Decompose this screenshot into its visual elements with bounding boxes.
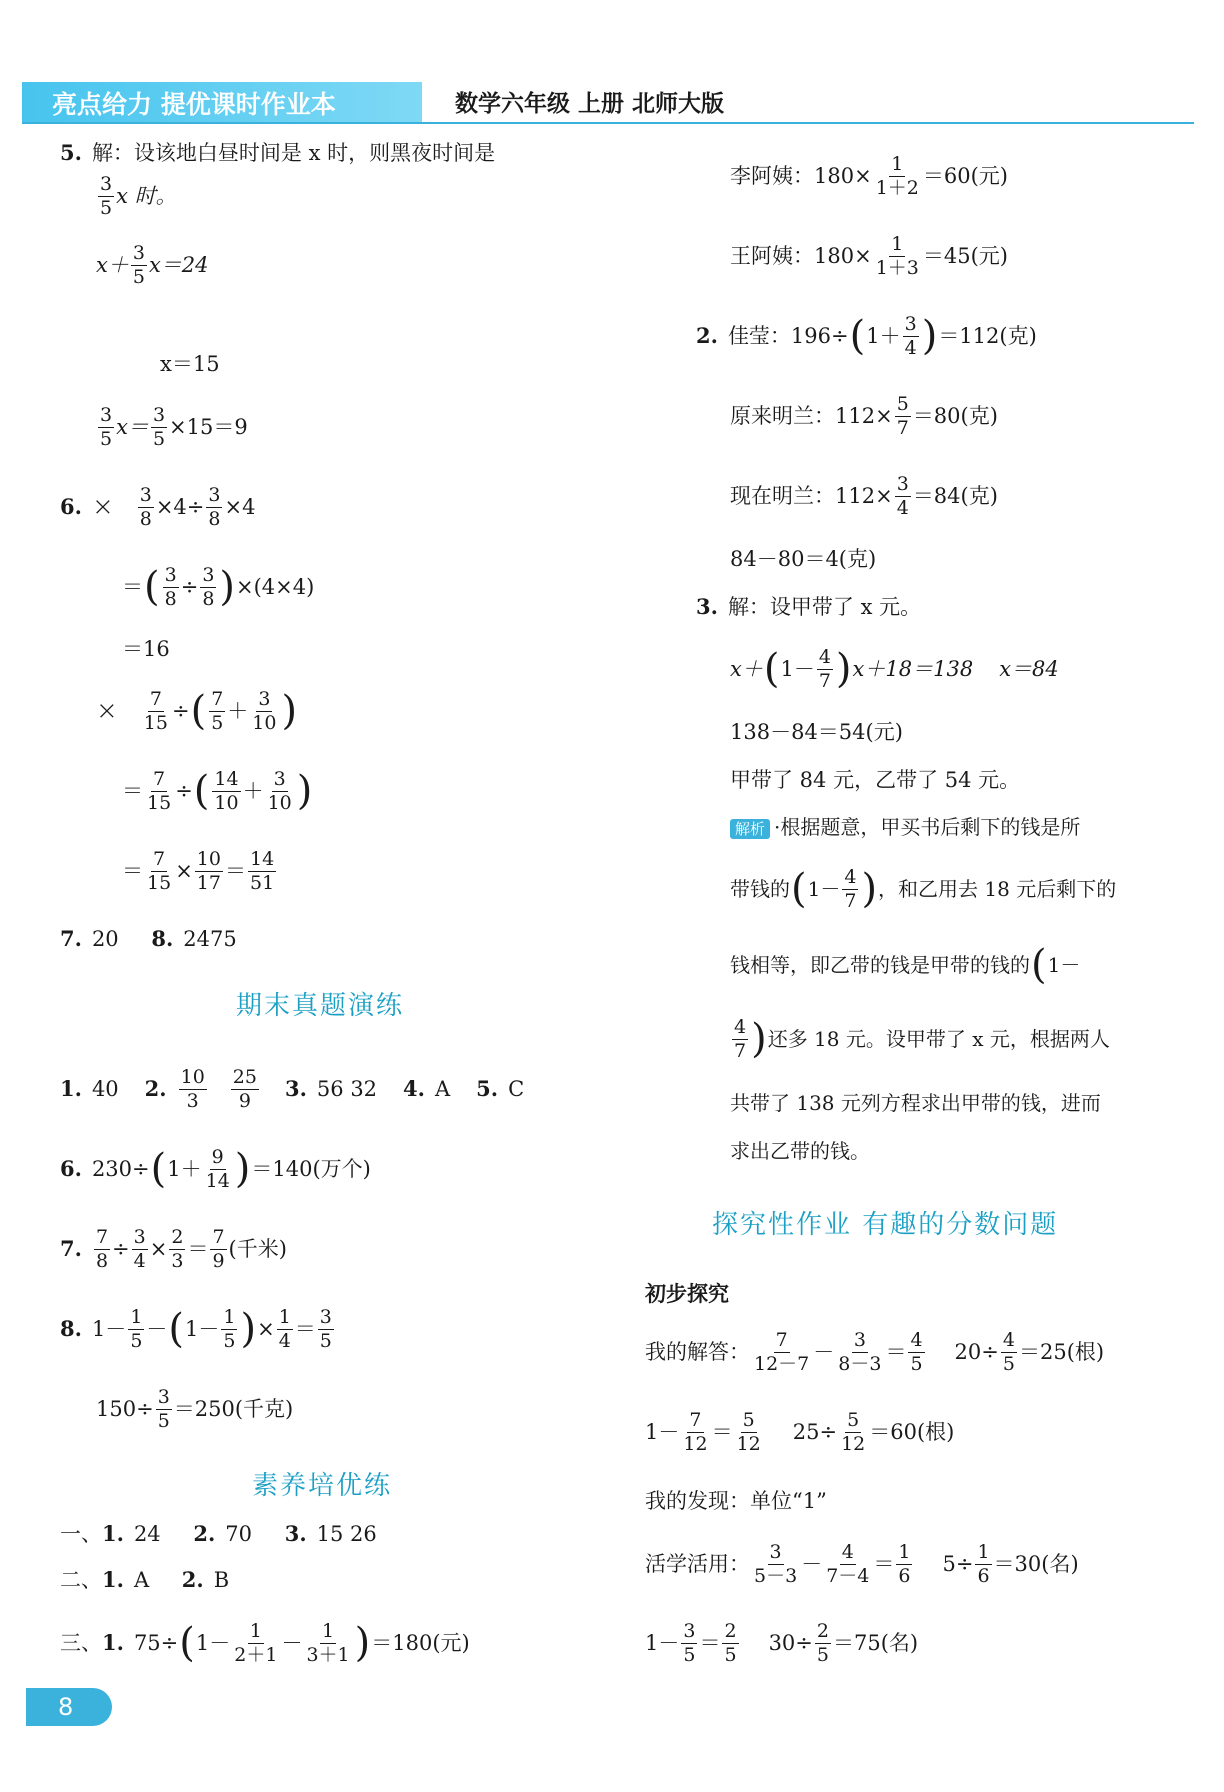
fraction: $\frac{3}{10}$: [252, 687, 277, 734]
q5-eq1: x＋ $\frac{3}{5}$ x＝24: [96, 241, 209, 288]
section-inquiry: 探究性作业 有趣的分数问题: [712, 1210, 1059, 1240]
series-title: 亮点给力 提优课时作业本: [52, 90, 336, 119]
fraction: $\frac{3}{5}$: [100, 403, 113, 450]
q6b-line2: ＝ $\frac{7}{15}$ ÷ ( $\frac{14}{10}$ ＋ $\frac{3}{10}$ ): [122, 767, 313, 814]
fraction: $\frac{1}{5}$: [223, 1305, 236, 1352]
r-q2-line1: 2. 佳莹：196÷ ( 1＋ $\frac{3}{4}$ ) ＝112(克): [696, 312, 1037, 359]
analysis-line4: $\frac{4}{7}$ ) 还多 18 元。设甲带了 x 元，根据两人: [734, 1015, 1110, 1062]
wrong-mark-icon: ×: [91, 492, 114, 522]
fraction: $\frac{3}{5}$: [157, 1385, 170, 1432]
q5-eq2: x＝15: [160, 352, 220, 376]
fraction: $\frac{3}{4}$: [896, 472, 909, 519]
fraction: $\frac{1}{6}$: [898, 1540, 911, 1587]
fraction: $\frac{5}{12}$: [841, 1408, 866, 1455]
book-title: 数学六年级 上册 北师大版: [455, 91, 725, 117]
literacy-part3: 三、 1. 75÷ ( 1－ $\frac{1}{2+1}$ － $\frac{1}{3+1}$ ) ＝180(元): [60, 1619, 470, 1666]
q5-line2: $\frac{3}{5}$ x 时。: [100, 172, 177, 219]
fraction: $\frac{7}{15}$: [143, 687, 168, 734]
fraction: $\frac{3}{8}$: [139, 483, 152, 530]
r-q2-line4: 84－80＝4(克): [730, 547, 877, 571]
my-solution-line1: 我的解答： $\frac{7}{12-7}$ － $\frac{3}{8-3}$ ＝ $\frac{4}{5}$ 20÷ $\frac{4}{5}$ ＝25(根): [645, 1328, 1105, 1375]
li-line: 李阿姨：180× $\frac{1}{1+2}$ ＝60(元): [730, 152, 1008, 199]
fraction: $\frac{3}{4}$: [904, 312, 917, 359]
fraction: $\frac{14}{51}$: [249, 847, 275, 894]
wrong-mark-icon: ×: [96, 696, 118, 726]
fraction: $\frac{5}{7}$: [896, 392, 909, 439]
fraction: $\frac{7}{15}$: [147, 767, 172, 814]
fraction: $\frac{7}{15}$: [147, 847, 172, 894]
fraction: $\frac{3}{8}$: [208, 483, 221, 530]
fraction: $\frac{7}{12-7}$: [754, 1328, 810, 1375]
q5-line1: 5. 解：设该地白昼时间是 x 时，则黑夜时间是: [60, 140, 496, 165]
apply-line2: 1－ $\frac{3}{5}$ ＝ $\frac{2}{5}$ 30÷ $\frac{2}{5}$ ＝75(名): [645, 1619, 919, 1666]
fraction: $\frac{25}{9}$: [232, 1065, 257, 1112]
r-q2-line2: 原来明兰：112× $\frac{5}{7}$ ＝80(克): [730, 392, 998, 439]
fraction: $\frac{9}{14}$: [205, 1145, 230, 1192]
fraction: $\frac{4}{5}$: [910, 1328, 923, 1375]
fraction: $\frac{4}{7}$: [734, 1015, 747, 1062]
fraction: $\frac{3}{8-3}$: [838, 1328, 882, 1375]
q6b-line3: ＝ $\frac{7}{15}$ × $\frac{10}{17}$ ＝ $\frac{14}{51}$: [122, 847, 275, 894]
fraction: $\frac{4}{5}$: [1002, 1328, 1015, 1375]
fraction: $\frac{3}{4}$: [133, 1225, 146, 1272]
fraction: $\frac{5}{12}$: [736, 1408, 761, 1455]
fraction: $\frac{14}{10}$: [214, 767, 239, 814]
fraction: $\frac{7}{8}$: [95, 1225, 109, 1272]
section-final-exam: 期末真题演练: [236, 991, 405, 1021]
fraction: $\frac{7}{9}$: [212, 1225, 225, 1272]
analysis-line3: 钱相等，即乙带的钱是甲带的钱的 ( 1－: [730, 942, 1081, 988]
analysis-line1: 解析 ·根据题意，甲买书后剩下的钱是所: [730, 814, 1080, 840]
r-q3-line4: 甲带了 84 元，乙带了 54 元。: [730, 768, 1021, 792]
fraction: $\frac{4}{7-4}$: [826, 1540, 870, 1587]
fraction: $\frac{1}{6}$: [977, 1540, 990, 1587]
fraction: $\frac{3}{8}$: [202, 563, 215, 610]
fraction: $\frac{1}{2+1}$: [234, 1619, 278, 1666]
page-number: 8: [26, 1688, 112, 1726]
fraction: $\frac{1}{3+1}$: [306, 1619, 350, 1666]
fraction: $\frac{1}{4}$: [278, 1305, 291, 1352]
fraction: $\frac{3}{5}$: [100, 172, 113, 219]
final-q8: 8. 1－ $\frac{1}{5}$ － ( 1－ $\frac{1}{5}$ ) × $\frac{1}{4}$ ＝ $\frac{3}{5}$: [60, 1305, 332, 1352]
q6-line2: ＝ ( $\frac{3}{8}$ ÷ $\frac{3}{8}$ ) ×(4×4): [122, 563, 315, 610]
apply-line1: 活学活用： $\frac{3}{5-3}$ － $\frac{4}{7-4}$ ＝ $\frac{1}{6}$ 5÷ $\frac{1}{6}$ ＝30(名): [645, 1540, 1079, 1587]
my-solution-line2: 1－ $\frac{7}{12}$ ＝ $\frac{5}{12}$ 25÷ $\frac{5}{12}$ ＝60(根): [645, 1408, 955, 1455]
final-q6: 6. 230÷ ( 1＋ $\frac{9}{14}$ ) ＝140(万个): [60, 1145, 371, 1192]
header-rule: [22, 122, 1194, 124]
literacy-part1: 一、1. 24 2. 70 3. 15 26: [60, 1521, 377, 1546]
r-q2-line3: 现在明兰：112× $\frac{3}{4}$ ＝84(克): [730, 472, 998, 519]
fraction: $\frac{1}{1+2}$: [875, 152, 919, 199]
q6-line1: 6. × $\frac{3}{8}$ ×4÷ $\frac{3}{8}$ ×4: [60, 483, 256, 530]
fraction: $\frac{3}{5}$: [132, 241, 145, 288]
fraction: $\frac{2}{5}$: [816, 1619, 829, 1666]
q6-line3: ＝16: [122, 637, 170, 661]
q6b-line1: × $\frac{7}{15}$ ÷ ( $\frac{7}{5}$ ＋ $\frac{3}{10}$ ): [96, 687, 298, 734]
fraction: $\frac{3}{10}$: [267, 767, 292, 814]
fraction: $\frac{2}{5}$: [724, 1619, 737, 1666]
fraction: $\frac{7}{12}$: [683, 1408, 708, 1455]
section-literacy: 素养培优练: [252, 1471, 393, 1501]
literacy-part2: 二、1. A 2. B: [60, 1567, 230, 1592]
fraction: $\frac{2}{3}$: [171, 1225, 184, 1272]
fraction: $\frac{7}{5}$: [211, 687, 224, 734]
fraction: $\frac{3}{5}$: [319, 1305, 332, 1352]
fraction: $\frac{3}{8}$: [164, 563, 177, 610]
final-q8-line2: 150÷ $\frac{3}{5}$ ＝250(千克): [96, 1385, 294, 1432]
analysis-line2: 带钱的 ( 1－ $\frac{4}{7}$ ) ，和乙用去 18 元后剩下的: [730, 865, 1117, 912]
my-discovery: 我的发现：单位“1”: [645, 1489, 827, 1513]
fraction: $\frac{3}{5}$: [152, 403, 166, 450]
fraction: $\frac{4}{7}$: [818, 645, 831, 692]
analysis-line5: 共带了 138 元列方程求出甲带的钱，进而: [730, 1091, 1101, 1115]
fraction: $\frac{1}{5}$: [130, 1305, 143, 1352]
r-q3-eq: x＋ ( 1－ $\frac{4}{7}$ ) x＋18＝138 x＝84: [730, 645, 1059, 692]
fraction: $\frac{10}{17}$: [196, 847, 221, 894]
final-line1: 1. 40 2. $\frac{10}{3}$ $\frac{25}{9}$ 3. 56 32 4. A 5. C: [60, 1065, 525, 1112]
fraction: $\frac{4}{7}$: [844, 865, 857, 912]
wang-line: 王阿姨：180× $\frac{1}{1+3}$ ＝45(元): [730, 232, 1008, 279]
fraction: $\frac{3}{5}$: [683, 1619, 696, 1666]
final-q7: 7. $\frac{7}{8}$ ÷ $\frac{3}{4}$ × $\frac{2}{3}$ ＝ $\frac{7}{9}$ (千米): [60, 1225, 287, 1272]
r-q3-line1: 3. 解：设甲带了 x 元。: [696, 594, 922, 619]
sub-initial: 初步探究: [645, 1282, 729, 1306]
analysis-tag: 解析: [730, 819, 770, 839]
fraction: $\frac{3}{5-3}$: [754, 1540, 798, 1587]
r-q3-line3: 138－84＝54(元): [730, 720, 903, 744]
fraction: $\frac{1}{1+3}$: [875, 232, 919, 279]
fraction: $\frac{10}{3}$: [180, 1065, 205, 1112]
q7-q8: 7. 20 8. 2475: [60, 926, 237, 951]
analysis-line6: 求出乙带的钱。: [730, 1139, 870, 1163]
q5-eq3: $\frac{3}{5}$ x＝ $\frac{3}{5}$ ×15＝9: [100, 403, 248, 450]
